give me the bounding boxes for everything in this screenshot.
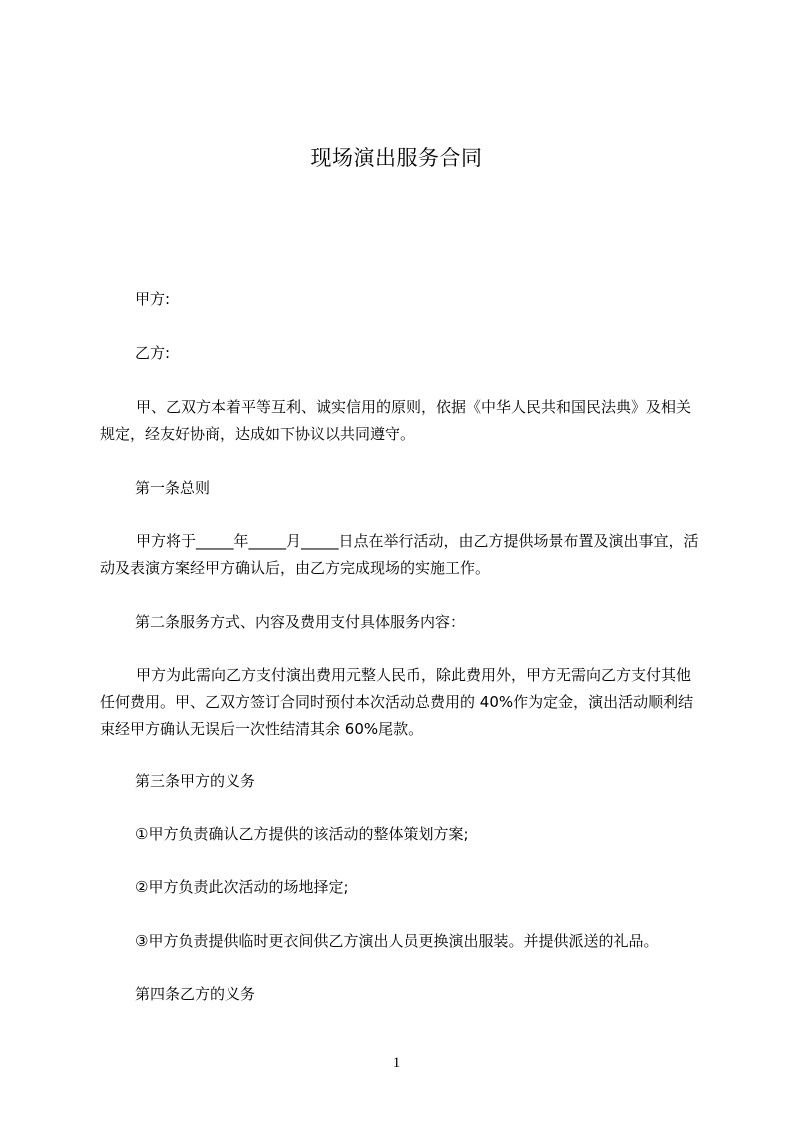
article-3-item-2: ②甲方负责此次活动的场地择定; bbox=[135, 878, 349, 896]
article-1-body: 甲方将于_____年_____月_____日点在举行活动，由乙方提供场景布置及演出事宜，活动及表演方案经甲方确认后，由乙方完成现场的实施工作。 bbox=[100, 532, 699, 577]
party-b-label: 乙方: bbox=[135, 344, 171, 362]
article-3-heading: 第三条甲方的义务 bbox=[135, 772, 256, 790]
article-1-heading: 第一条总则 bbox=[135, 479, 211, 497]
document-title: 现场演出服务合同 bbox=[310, 146, 483, 170]
preamble-paragraph: 甲、乙双方本着平等互利、诚实信用的原则，依据《中华人民共和国民法典》及相关规定，经友好协商，达成如下协议以共同遵守。 bbox=[100, 398, 692, 443]
article-3-item-3: ③甲方负责提供临时更衣间供乙方演出人员更换演出服装。并提供派送的礼品。 bbox=[135, 932, 659, 950]
party-a-label: 甲方: bbox=[135, 290, 171, 308]
page-number: 1 bbox=[392, 1055, 401, 1071]
article-4-heading: 第四条乙方的义务 bbox=[135, 985, 256, 1003]
article-3-item-1: ①甲方负责确认乙方提供的该活动的整体策划方案; bbox=[135, 825, 469, 843]
article-2-body: 甲方为此需向乙方支付演出费用元整人民币，除此费用外，甲方无需向乙方支付其他任何费用。甲、乙双方签订合同时预付本次活动总费用的 40%作为定金，演出活动顺利结束经甲方确认无误后一次性结清其余 60%尾款。 bbox=[100, 666, 694, 738]
article-2-heading: 第二条服务方式、内容及费用支付具体服务内容： bbox=[135, 613, 466, 631]
